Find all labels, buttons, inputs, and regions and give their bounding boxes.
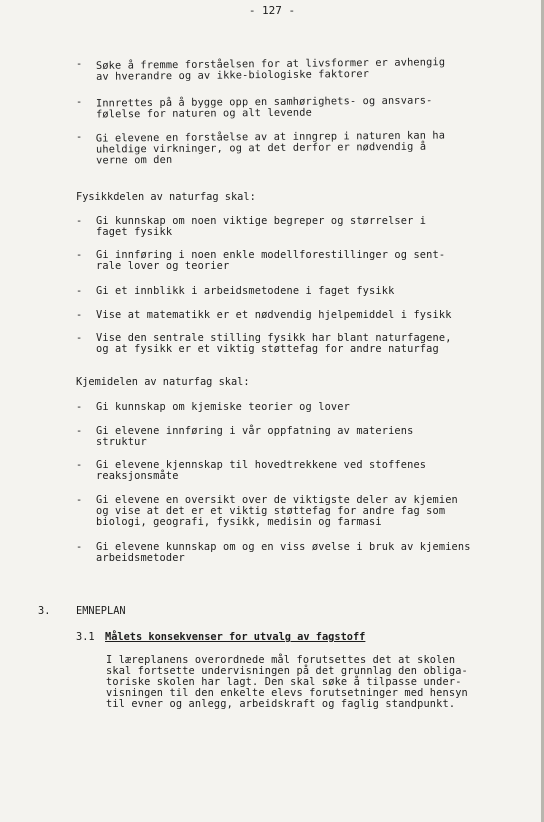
bullet-dash: -	[76, 215, 83, 227]
line: Søke å fremme forståelsen for at livsformer er avhengig	[95, 56, 446, 72]
bullet-dash: -	[76, 541, 83, 553]
list-item	[96, 96, 433, 121]
line: Gi elevene en forståelse av at inngrep i naturen kan ha	[95, 129, 446, 145]
bullet-dash: -	[76, 249, 83, 261]
line: følelse for naturen og alt levende	[95, 106, 312, 121]
bullet-dash: -	[76, 309, 83, 321]
line: faget fysikk	[96, 226, 173, 238]
list-item	[96, 333, 452, 355]
subsection-title: Målets konsekvenser for utvalg av fagstoff	[105, 631, 366, 643]
line: Gi elevene innføring i vår oppfatning av materiens	[96, 425, 414, 437]
list-item	[96, 402, 350, 413]
fysikk-heading: Fysikkdelen av naturfag skal:	[76, 191, 256, 203]
line: Innrettes på å bygge opp en samhørighets- og ansvars-	[95, 94, 433, 110]
line: skal fortsette undervisningen på det grunnlag den obliga-	[106, 665, 468, 677]
line: struktur	[96, 436, 147, 448]
list-item	[96, 286, 394, 297]
line: Gi elevene en oversikt over de viktigste deler av kjemien	[96, 494, 458, 506]
bullet-dash: -	[76, 58, 83, 70]
line: uheldige virkninger, og at det derfor er nødvendig å	[95, 140, 427, 156]
line: til evner og anlegg, arbeidskraft og faglig standpunkt.	[106, 698, 456, 710]
bullet-dash: -	[76, 494, 83, 506]
list-item	[96, 250, 445, 272]
line: visningen til den enkelte elevs forutsetninger med hensyn	[106, 687, 468, 699]
line: Gi elevene kjennskap til hovedtrekkene ved stoffenes	[96, 459, 427, 471]
bullet-dash: -	[76, 401, 83, 413]
line: biologi, geografi, fysikk, medisin og farmasi	[96, 516, 382, 528]
kjemi-heading: Kjemidelen av naturfag skal:	[76, 376, 250, 388]
line: Gi elevene kunnskap om og en viss øvelse i bruk av kjemiens	[96, 541, 471, 553]
line: verne om den	[96, 153, 173, 167]
list-item	[96, 426, 413, 448]
list-item	[96, 57, 445, 83]
bullet-dash: -	[76, 425, 83, 437]
bullet-dash: -	[76, 332, 83, 344]
list-item	[96, 460, 426, 482]
line: Vise den sentrale stilling fysikk har blant naturfagene,	[96, 332, 452, 344]
body-paragraph	[106, 655, 468, 710]
line: Gi kunnskap om kjemiske teorier og lover	[96, 401, 350, 413]
subsection-number: 3.1	[76, 631, 95, 643]
bullet-dash: -	[76, 459, 83, 471]
list-item	[96, 495, 458, 528]
section-number: 3.	[38, 605, 51, 617]
list-item	[96, 542, 471, 564]
line: Gi innføring i noen enkle modellforestillinger og sent-	[96, 249, 446, 261]
bullet-dash: -	[76, 131, 83, 143]
line: reaksjonsmåte	[96, 470, 179, 482]
line: og at fysikk er et viktig støttefag for andre naturfag	[96, 343, 439, 355]
line: toriske skolen har lagt. Den skal søke å tilpasse under-	[106, 676, 462, 688]
section-title: EMNEPLAN	[76, 605, 126, 617]
list-item	[96, 130, 445, 166]
line: Vise at matematikk er et nødvendig hjelpemiddel i fysikk	[96, 309, 452, 321]
line: Gi et innblikk i arbeidsmetodene i faget fysikk	[96, 285, 395, 297]
list-item	[96, 310, 452, 321]
page-number: - 127 -	[248, 4, 296, 17]
bullet-dash: -	[76, 285, 83, 297]
line: arbeidsmetoder	[96, 552, 185, 564]
line: rale lover og teorier	[96, 260, 230, 272]
bullet-dash: -	[76, 96, 83, 108]
line: Gi kunnskap om noen viktige begreper og størrelser i	[96, 215, 427, 227]
line: av hverandre og av ikke-biologiske faktorer	[95, 67, 370, 83]
list-item	[96, 216, 426, 238]
line: og vise at det er et viktig støttefag for andre fag som	[96, 505, 446, 517]
line: I læreplanens overordnede mål forutsettes det at skolen	[106, 654, 456, 666]
